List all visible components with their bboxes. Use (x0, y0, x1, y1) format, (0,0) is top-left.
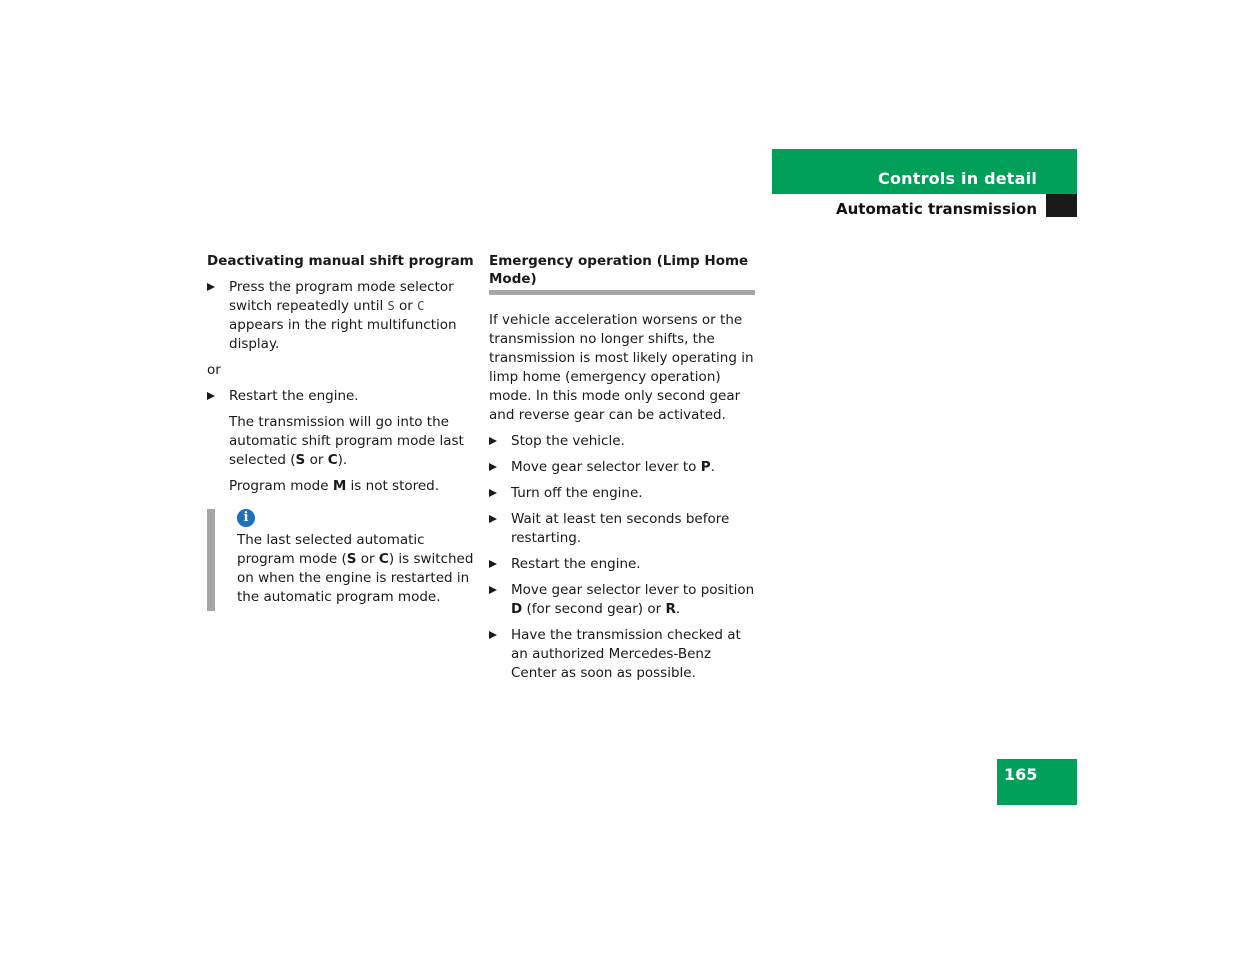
step-item (489, 458, 755, 477)
bullet-arrow-icon (489, 560, 497, 568)
para-text: ). (337, 452, 348, 468)
bullet-arrow-icon (207, 283, 215, 291)
step-text: Wait at least ten seconds before restarting. (511, 511, 730, 546)
para-text: or (305, 452, 328, 468)
para-text: Program mode (229, 478, 333, 494)
result-paragraph (207, 413, 475, 470)
mode-s: S (346, 551, 357, 567)
note-paragraph (207, 477, 475, 496)
deactivate-title: Deactivating manual shift program (207, 253, 474, 269)
step-text: Press the program mode selector switch repeatedly until (229, 279, 454, 314)
emergency-title: Emergency operation (Limp Home Mode) (489, 252, 755, 295)
bullet-arrow-icon (489, 631, 497, 639)
step-text: or (394, 298, 418, 314)
para-text: The transmission will go into the automatic shift program mode last selected ( (229, 414, 464, 468)
step-text: (for second gear) or (522, 601, 666, 617)
bullet-arrow-icon (207, 392, 215, 400)
step-text: Restart the engine. (511, 556, 641, 572)
page-number-box (997, 759, 1077, 805)
bullet-arrow-icon (489, 515, 497, 523)
left-column (207, 252, 475, 611)
chapter-title: Controls in detail (878, 169, 1037, 188)
mode-c: C (378, 551, 389, 567)
right-column (489, 252, 755, 690)
step-item (489, 555, 755, 574)
step-item (489, 484, 755, 503)
mode-m: M (332, 478, 347, 494)
section-marker-block (1046, 194, 1077, 217)
step-text: . (675, 601, 681, 617)
info-icon: i (237, 509, 255, 527)
para-text: is not stored. (346, 478, 440, 494)
display-symbol-s: S (387, 299, 395, 313)
bullet-arrow-icon (489, 489, 497, 497)
info-text (237, 531, 475, 607)
gear-d: D (511, 601, 523, 617)
info-box (207, 509, 475, 611)
info-text-part: The last selected automatic program mode ( (237, 532, 425, 567)
bullet-arrow-icon (489, 463, 497, 471)
step-text: . (710, 459, 715, 475)
step-text: Restart the engine. (229, 388, 359, 404)
or-label: or (207, 362, 221, 378)
bullet-arrow-icon (489, 586, 497, 594)
step-item (489, 432, 755, 451)
step-text: Have the transmission checked at an authorized Mercedes-Benz Center as soon as possible. (511, 627, 741, 681)
mode-s: S (295, 452, 306, 468)
intro-paragraph: If vehicle acceleration worsens or the transmission no longer shifts, the transmission is most likely operating in limp home (emergency operation) mode. In this mode only second gear and reverse gear can be activated. (489, 312, 754, 423)
step-text: Move gear selector lever to (511, 459, 701, 475)
chapter-header (772, 149, 1077, 194)
step-text: appears in the right multifunction display. (229, 317, 457, 352)
info-text-part: or (356, 551, 379, 567)
step-item (489, 581, 755, 619)
info-text-part: ) is switched on when the engine is restarted in the automatic program mode. (237, 551, 474, 605)
section-title: Automatic transmission (836, 200, 1037, 218)
step-item (489, 626, 755, 683)
display-symbol-c: C (417, 299, 425, 313)
step-text: Turn off the engine. (511, 485, 643, 501)
page-number: 165 (1004, 765, 1038, 784)
step-text: Move gear selector lever to position (511, 582, 755, 598)
step-item (489, 510, 755, 548)
section-header (772, 194, 1077, 217)
gear-r: R (665, 601, 676, 617)
bullet-arrow-icon (489, 437, 497, 445)
step-item (207, 387, 475, 406)
gear-p: P (700, 459, 711, 475)
step-item (207, 278, 475, 354)
mode-c: C (327, 452, 338, 468)
step-text: Stop the vehicle. (511, 433, 625, 449)
